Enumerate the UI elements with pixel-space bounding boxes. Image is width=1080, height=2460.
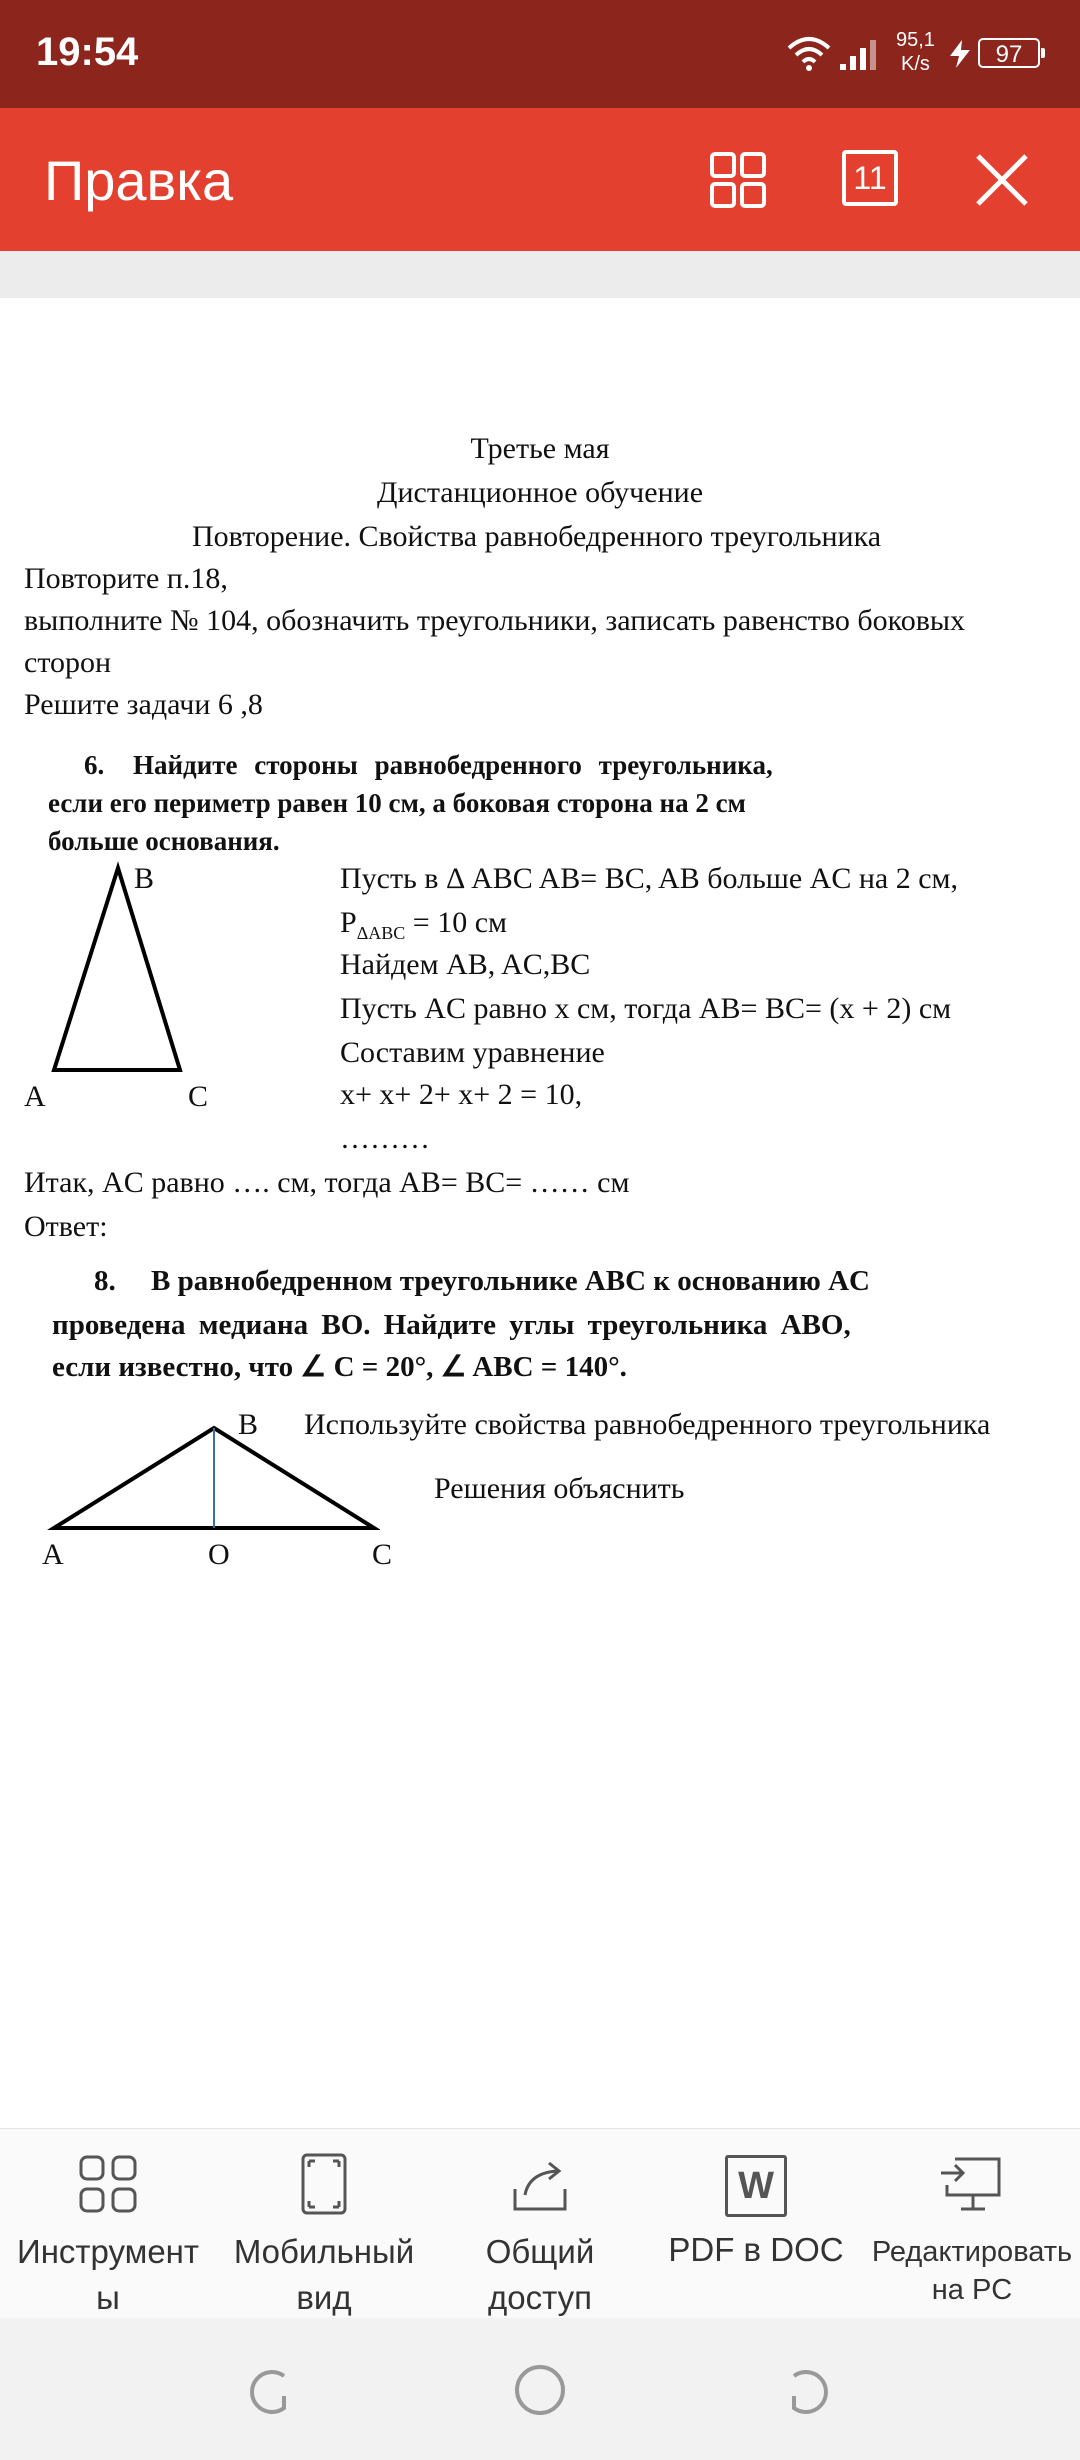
task6-line3: больше основания. <box>48 826 280 856</box>
task8-text-1: В равнобедренном треугольнике ABC к основанию AC <box>151 1265 870 1297</box>
tools-button[interactable] <box>0 2149 216 2321</box>
task6-line1 <box>84 746 773 784</box>
signal-icon <box>838 36 884 72</box>
conclusion-line: Итак, AC равно …. см, тогда AB= BC= …… см <box>24 1166 630 1199</box>
mobile-view-label <box>216 2229 432 2321</box>
pdf-to-doc-button[interactable] <box>648 2149 864 2273</box>
perimeter-subscript: ΔABC <box>356 923 406 943</box>
grid-view-icon[interactable] <box>706 148 770 212</box>
triangle2-label-c: C <box>372 1538 393 1571</box>
mobile-label-line1: Мобильный <box>233 2233 415 2270</box>
pc-label-line2: на PC <box>931 2274 1013 2306</box>
triangle1-label-a: A <box>24 1080 46 1113</box>
document-page <box>0 298 1080 2128</box>
battery-indicator: 97 <box>978 38 1040 68</box>
task8-line1 <box>94 1262 870 1300</box>
system-navigation-bar <box>0 2318 1080 2460</box>
home-icon[interactable] <box>512 2362 568 2418</box>
charging-icon <box>946 38 974 70</box>
edit-on-pc-label <box>864 2233 1080 2309</box>
task8-line3: если известно, что ∠ C = 20°, ∠ ABC = 140°. <box>52 1351 627 1383</box>
monitor-icon <box>937 2149 1007 2219</box>
task6-text-1: Найдите стороны равнобедренного треугольника, <box>133 750 773 780</box>
doc-heading-date: Третье мая <box>470 432 610 465</box>
task6-line2: если его периметр равен 10 см, а боковая сторона на 2 см <box>48 788 746 818</box>
share-label-line1: Общий <box>485 2233 595 2270</box>
recent-apps-icon[interactable] <box>244 2366 296 2418</box>
network-speed <box>896 28 935 76</box>
doc-instruction-1: Повторите п.18, <box>24 562 228 595</box>
bottom-toolbar <box>0 2128 1080 2319</box>
mobile-view-icon <box>289 2149 359 2219</box>
share-label-line2: доступ <box>488 2279 592 2316</box>
triangle1-label-b: B <box>134 862 155 895</box>
solution-line1: Пусть в Δ ABC AB= BC, AB больше AC на 2 см, <box>340 862 959 895</box>
document-top-margin <box>0 251 1080 298</box>
tools-label-line1: Инструмент <box>16 2233 200 2270</box>
tools-label <box>0 2229 216 2321</box>
wifi-icon <box>786 34 832 72</box>
doc-heading-topic: Повторение. Свойства равнобедренного треугольника <box>192 520 882 553</box>
app-bar <box>0 108 1080 251</box>
share-button[interactable] <box>432 2149 648 2321</box>
triangle2-label-b: B <box>238 1408 259 1441</box>
doc-instruction-2: выполните № 104, обозначить треугольники, записать равенство боковых <box>24 604 966 637</box>
solution-line3: Найдем AB, AC,BC <box>340 948 591 981</box>
tools-icon <box>73 2149 143 2219</box>
task8-number: 8. <box>94 1265 116 1297</box>
share-label <box>432 2229 648 2321</box>
triangle-abc-figure <box>40 858 200 1078</box>
speed-unit: K/s <box>901 53 930 75</box>
answer-line: Ответ: <box>24 1210 108 1243</box>
solution-line6: x+ x+ 2+ x+ 2 = 10, <box>340 1078 583 1111</box>
close-icon[interactable] <box>970 148 1034 212</box>
hint-line1: Используйте свойства равнобедренного треугольника <box>304 1408 991 1441</box>
status-bar <box>0 0 1080 108</box>
triangle1-label-c: C <box>188 1080 209 1113</box>
pdf-to-doc-label: PDF в DOC <box>668 2231 844 2268</box>
perimeter-value: = 10 см <box>405 906 507 939</box>
share-icon <box>505 2149 575 2219</box>
word-letter: W <box>738 2165 774 2207</box>
doc-instruction-3: сторон <box>24 646 112 679</box>
perimeter-symbol: P <box>340 906 357 939</box>
hint-line2: Решения объяснить <box>434 1472 685 1505</box>
task6-number: 6. <box>84 750 105 780</box>
solution-line7: ……… <box>340 1122 430 1155</box>
solution-line2 <box>340 906 507 944</box>
status-time: 19:54 <box>36 30 139 74</box>
mobile-label-line2: вид <box>296 2279 352 2316</box>
app-title: Правка <box>44 149 234 212</box>
word-icon <box>725 2155 787 2217</box>
doc-instruction-4: Решите задачи 6 ,8 <box>24 688 263 721</box>
pc-label-line1: Редактировать <box>871 2236 1073 2268</box>
page-count-button[interactable] <box>842 150 898 206</box>
tools-label-line2: ы <box>96 2279 120 2316</box>
solution-line5: Составим уравнение <box>340 1036 605 1069</box>
solution-line4: Пусть AC равно x см, тогда AB= BC= (x + 2) см <box>340 992 952 1025</box>
triangle2-label-a: A <box>42 1538 64 1571</box>
page-count: 11 <box>853 160 887 196</box>
mobile-view-button[interactable] <box>216 2149 432 2321</box>
triangle2-label-o: O <box>208 1538 230 1571</box>
doc-heading-subject: Дистанционное обучение <box>376 476 704 509</box>
edit-on-pc-button[interactable] <box>864 2149 1080 2309</box>
back-icon[interactable] <box>782 2366 834 2418</box>
speed-value: 95,1 <box>896 29 935 51</box>
task8-line2: проведена медиана BO. Найдите углы треугольника ABO, <box>52 1309 851 1341</box>
